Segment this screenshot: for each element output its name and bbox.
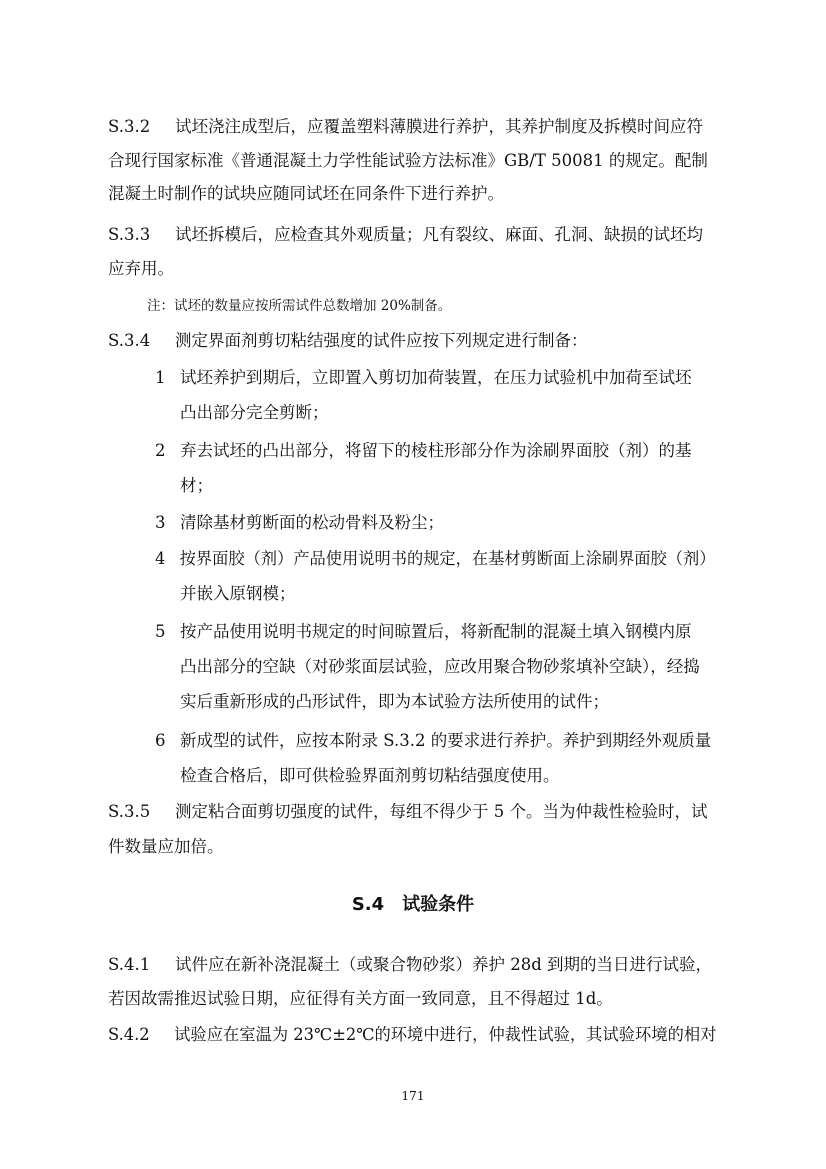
clause-s-3-5-line-2 [108, 837, 224, 857]
list-item-4-line-2 [180, 584, 296, 604]
item-number: 1 [155, 368, 166, 387]
item-number: 3 [155, 513, 166, 532]
list-item-5-line-2 [180, 657, 700, 677]
section-heading [0, 893, 826, 917]
clause-s-3-5-line-1 [108, 802, 708, 822]
clause-text: 试件应在新补浇混凝土（或聚合物砂浆）养护 28d 到期的当日进行试验， [175, 955, 713, 974]
clause-number: S.4.2 [108, 1025, 150, 1044]
clause-s-3-3-line-2 [108, 259, 174, 279]
clause-number: S.3.2 [108, 117, 151, 136]
item-text: 材； [180, 476, 213, 495]
list-item-4-line-1 [155, 549, 716, 569]
section-number: S.4 [351, 894, 385, 915]
clause-text: 试验应在室温为 23℃±2℃的环境中进行，仲裁性试验，其试验环境的相对 [174, 1025, 717, 1044]
clause-text: 件数量应加倍。 [108, 837, 224, 856]
clause-text: 合现行国家标准《普通混凝土力学性能试验方法标准》GB/T 50081 的规定。配制 [108, 151, 708, 170]
list-item-1-line-2 [180, 403, 329, 423]
item-number: 4 [155, 549, 166, 568]
item-number: 2 [155, 441, 166, 460]
item-text: 凸出部分完全剪断； [180, 403, 329, 422]
item-text: 试坯养护到期后，立即置入剪切加荷装置，在压力试验机中加荷至试坯 [180, 368, 692, 387]
clause-text: 试坯拆模后，应检查其外观质量；凡有裂纹、麻面、孔洞、缺损的试坯均 [175, 225, 703, 244]
item-text: 新成型的试件，应按本附录 S.3.2 的要求进行养护。养护到期经外观质量 [180, 731, 712, 750]
list-item-5-line-3 [180, 692, 609, 712]
list-item-6-line-2 [180, 766, 560, 786]
clause-s-4-1-line-2 [108, 989, 613, 1009]
item-text: 按产品使用说明书规定的时间晾置后，将新配制的混凝土填入钢模内原 [180, 622, 692, 641]
clause-text: 应弃用。 [108, 259, 174, 278]
item-text: 清除基材剪断面的松动骨料及粉尘； [180, 513, 444, 532]
item-text: 并嵌入原钢模； [180, 584, 296, 603]
clause-text: 测定粘合面剪切强度的试件，每组不得少于 5 个。当为仲裁性检验时，试 [175, 802, 708, 821]
clause-s-3-4-line-1 [108, 331, 588, 351]
clause-number: S.4.1 [108, 955, 151, 974]
section-title: 试验条件 [402, 894, 475, 915]
clause-number: S.3.3 [108, 225, 151, 244]
clause-number: S.3.5 [108, 802, 151, 821]
list-item-1-line-1 [155, 368, 692, 388]
item-number: 6 [155, 731, 166, 750]
clause-text: 试坯浇注成型后，应覆盖塑料薄膜进行养护，其养护制度及拆模时间应符 [175, 117, 703, 136]
clause-text: 混凝土时制作的试块应随同试坯在同条件下进行养护。 [108, 184, 504, 203]
list-item-5-line-1 [155, 622, 692, 642]
list-item-2-line-1 [155, 441, 692, 461]
note [147, 296, 451, 316]
clause-text: 若因故需推迟试验日期，应征得有关方面一致同意，且不得超过 1d。 [108, 989, 613, 1008]
clause-s-3-2-line-1 [108, 117, 703, 137]
clause-s-3-2-line-3 [108, 184, 504, 204]
clause-s-3-2-line-2 [108, 151, 708, 171]
item-text: 按界面胶（剂）产品使用说明书的规定，在基材剪断面上涂刷界面胶（剂） [179, 549, 716, 568]
clause-number: S.3.4 [108, 331, 151, 350]
clause-s-3-3-line-1 [108, 225, 703, 245]
clause-s-4-1-line-1 [108, 955, 712, 975]
item-text: 凸出部分的空缺（对砂浆面层试验，应改用聚合物砂浆填补空缺），经捣 [180, 657, 700, 676]
item-text: 弃去试坯的凸出部分，将留下的棱柱形部分作为涂刷界面胶（剂）的基 [180, 441, 692, 460]
item-number: 5 [155, 622, 166, 641]
clause-s-4-2-line-1 [108, 1025, 716, 1045]
list-item-3-line-1 [155, 513, 444, 533]
clause-text: 测定界面剂剪切粘结强度的试件应按下列规定进行制备： [175, 331, 588, 350]
list-item-2-line-2 [180, 476, 213, 496]
list-item-6-line-1 [155, 731, 711, 751]
item-text: 检查合格后，即可供检验界面剂剪切粘结强度使用。 [180, 766, 560, 785]
note-text: 注：试坯的数量应按所需试件总数增加 20%制备。 [147, 298, 452, 314]
page-number: 171 [401, 1089, 425, 1103]
item-text: 实后重新形成的凸形试件，即为本试验方法所使用的试件； [180, 692, 609, 711]
